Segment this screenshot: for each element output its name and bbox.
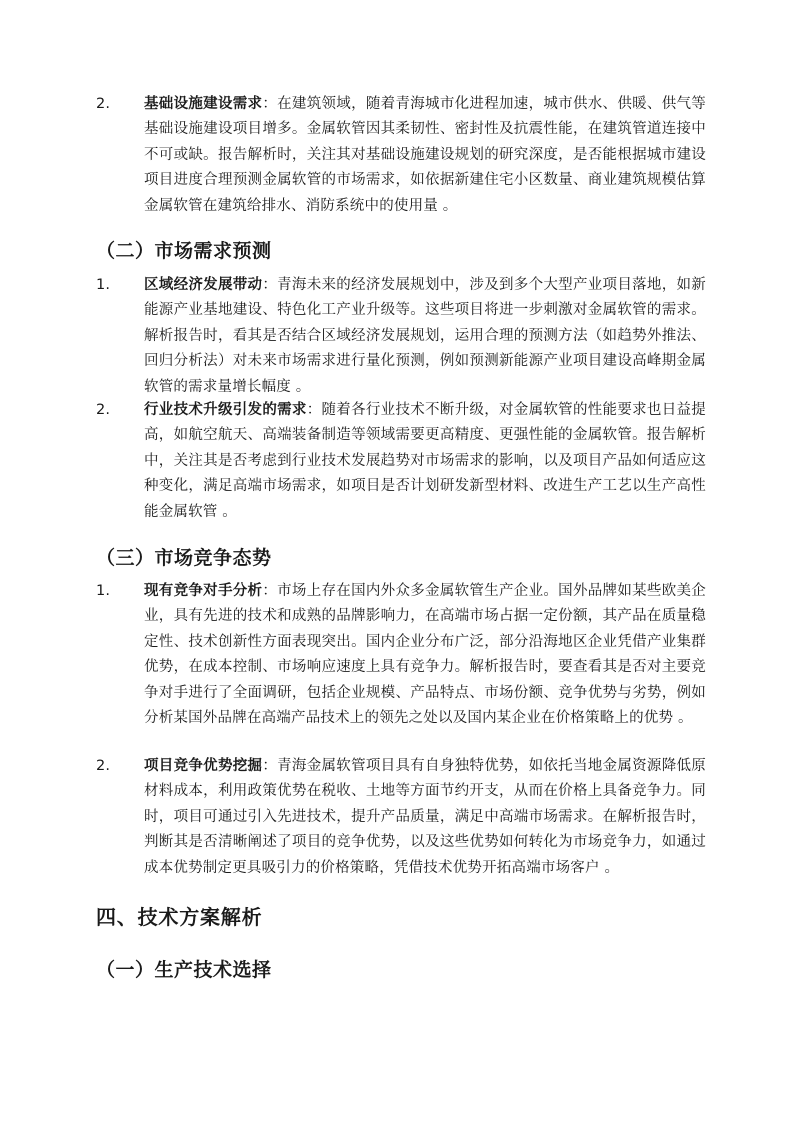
list-item-text: ：随着各行业技术不断升级，对金属软管的性能要求也日益提高，如航空航天、高端装备制造等领域需要更高精度、更强性能的金属软管。报告解析中，关注其是否考虑到行业技术发展趋势对市场需求的影响，以及项目产品如何适应这种变化，满足高端市场需求，如项目是否计划研发新型材料、改进生产工艺以生产高性能金属软管 。 <box>144 402 706 520</box>
list-item-text: ：青海未来的经济发展规划中，涉及到多个大型产业项目落地，如新能源产业基地建设、特色化工产业升级等。这些项目将进一步刺激对金属软管的需求。解析报告时，看其是否结合区域经济发展规划，运用合理的预测方法（如趋势外推法、回归分析法）对未来市场需求进行量化预测，例如预测新能源产业项目建设高峰期金属软管的需求量增长幅度 。 <box>144 277 706 395</box>
list-item-lead: 行业技术升级引发的需求 <box>144 402 307 418</box>
list-item <box>96 398 706 525</box>
list-item <box>96 273 706 400</box>
list-item-lead: 项目竞争优势挖掘 <box>144 758 263 774</box>
list-number: 2. <box>96 402 111 418</box>
list-item-body <box>144 92 706 219</box>
list-number: 2. <box>96 96 111 112</box>
list-item-lead: 基础设施建设需求 <box>144 96 263 112</box>
list-item-text: ：市场上存在国内外众多金属软管生产企业。国外品牌如某些欧美企业，具有先进的技术和成熟的品牌影响力，在高端市场占据一定份额，其产品在质量稳定性、技术创新性方面表现突出。国内企业分布广泛，部分沿海地区企业凭借产业集群优势，在成本控制、市场响应速度上具有竞争力。解析报告时，要查看其是否对主要竞争对手进行了全面调研，包括企业规模、产品特点、市场份额、竞争优势与劣势，例如分析某国外品牌在高端产品技术上的领先之处以及国内某企业在价格策略上的优势 。 <box>144 583 706 727</box>
list-item-lead: 现有竞争对手分析 <box>144 583 263 599</box>
list-item-body <box>144 579 706 731</box>
list-number: 2. <box>96 758 111 774</box>
section-heading: （三）市场竞争态势 <box>96 547 272 569</box>
list-number: 1. <box>96 583 111 599</box>
list-item <box>96 92 706 219</box>
list-item-body <box>144 754 706 881</box>
list-item-text: ：青海金属软管项目具有自身独特优势，如依托当地金属资源降低原材料成本，利用政策优势在税收、土地等方面节约开支，从而在价格上具备竞争力。同时，项目可通过引入先进技术，提升产品质量，满足中高端市场需求。在解析报告时，判断其是否清晰阐述了项目的竞争优势，以及这些优势如何转化为市场竞争力，如通过成本优势制定更具吸引力的价格策略，凭借技术优势开拓高端市场客户 。 <box>144 758 706 876</box>
list-item-body <box>144 273 706 400</box>
list-item-text: ：在建筑领域，随着青海城市化进程加速，城市供水、供暖、供气等基础设施建设项目增多。金属软管因其柔韧性、密封性及抗震性能，在建筑管道连接中不可或缺。报告解析时，关注其对基础设施建设规划的研究深度，是否能根据城市建设项目进度合理预测金属软管的市场需求，如依据新建住宅小区数量、商业建筑规模估算金属软管在建筑给排水、消防系统中的使用量 。 <box>144 96 706 214</box>
list-number: 1. <box>96 277 111 293</box>
list-item-lead: 区域经济发展带动 <box>144 277 263 293</box>
chapter-heading: 四、技术方案解析 <box>96 905 263 929</box>
list-item <box>96 579 706 731</box>
list-item <box>96 754 706 881</box>
list-item-body <box>144 398 706 525</box>
section-heading: （二）市场需求预测 <box>96 240 272 262</box>
section-heading: （一）生产技术选择 <box>96 959 272 981</box>
